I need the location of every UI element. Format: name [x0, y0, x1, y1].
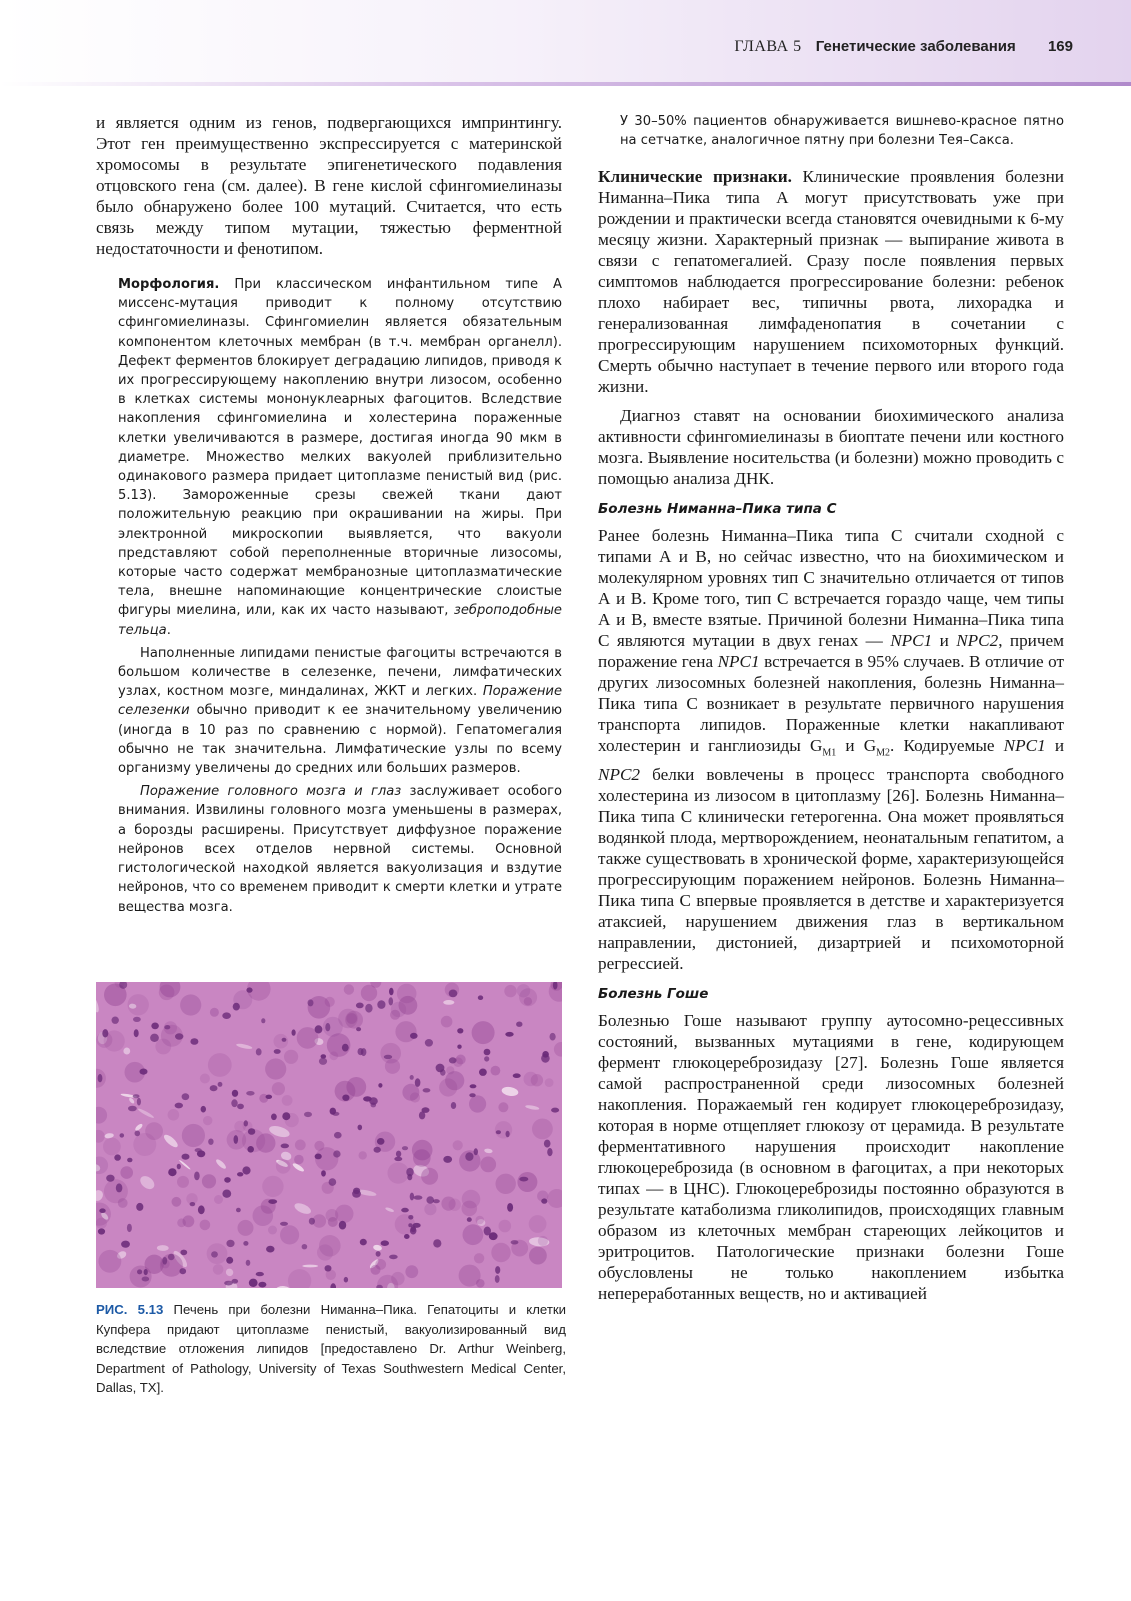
npc-paragraph: Ранее болезнь Ниманна–Пика типа С считали сходной с типами А и В, но сейчас известно, что на биохимическом и молекулярном уровнях тип С значительно отличается от типов А и В. Кроме того, тип С встречается гораздо чаще, чем типы А и В, вместе взятые. Причиной болезни Ниманна–Пика типа С являются мутации в двух генах — NPC1 и NPC2, причем поражение гена NPC1 встречается в 95% случаев. В отличие от других лизосомных болезней накопления, болезнь Ниманна–Пика типа С возникает в результате первичного нарушения транспорта липидов. Пораженные клетки накапливают холестерин и ганглиозиды $G_{M1}$ и $G_{M2}$. Кодируемые NPC1 и NPC2 белки вовлечены в процесс транспорта свободного холестерина из лизосом в цитоплазму [26]. Болезнь Ниманна–Пика типа С клинически гетерогенна. Она может проявляться водянкой плода, мертворождением, неонатальным гепатитом, а также существовать в хронической форме, характеризующейся прогрессирующим поражением нейронов. Болезнь Ниманна–Пика типа С впервые проявляется в детстве и характеризуется атаксией, нарушением движения глаз в вертикальном направлении, дистонией, дизартрией и психомоторной регрессией.	[598, 526, 1065, 973]
clinical-heading: Клинические признаки.	[598, 167, 792, 187]
gene-npc2: NPC2	[956, 631, 999, 651]
gaucher-heading: Болезнь Гоше	[598, 985, 709, 1002]
morphology-paragraph-4: У 30–50% пациентов обнаруживается вишнево-красное пятно на сетчатке, аналогичное пятну при болезни Тея–Сакса.	[620, 114, 1064, 149]
morphology-block	[96, 275, 562, 917]
histology-figure-image	[96, 982, 562, 1288]
figure-caption	[96, 1300, 566, 1398]
npc-heading: Болезнь Ниманна–Пика типа С	[598, 501, 837, 518]
figure-caption-text: Печень при болезни Ниманна–Пика. Гепатоциты и клетки Купфера придают цитоплазме пенистый, вакуолизированный вид вследствие отложения липидов [предоставлено Dr. Arthur Weinberg, Department of Pathology, University of Texas Southwestern Medical Center, Dallas, TX].	[96, 1302, 566, 1395]
gene-npc1: NPC1	[890, 631, 933, 651]
clinical-paragraph-2: Диагноз ставят на основании биохимического анализа активности сфингомиелиназы в биоптате печени или костного мозга. Выявление носительства (и болезни) можно проводить с помощью анализа ДНК.	[598, 406, 1064, 489]
figure-label: РИС. 5.13	[96, 1302, 164, 1317]
liver-tissue-micrograph	[96, 982, 562, 1288]
morphology-paragraph-3: Поражение головного мозга и глаз заслуживает особого внимания. Извилины головного мозга уменьшены в размерах, а борозды расширены. Присутствует диффузное поражение нейронов всех отделов нервной системы. Основной гистологической находкой является вакуолизация и вздутие нейронов, что со временем приводит к смерти клетки и утрате вещества мозга.	[118, 784, 562, 915]
gaucher-paragraph: Болезнью Гоше называют группу аутосомно-рецессивных состояний, вызванных мутациями в гене, кодирующем фермент глюкоцереброзидазу [27]. Болезнь Гоше является самой распространенной среди лизосомных болезней накопления. Поражаемый ген кодирует глюкоцереброзидазу, которая в норме отщепляет глюкозу от церамида. В результате ферментативного нарушения происходит накопление глюкоцереброзида (в основном в фагоцитах, а при некоторых типах — в ЦНС). Глюкоцереброзиды постоянно образуются в результате катаболизма гликолипидов, происходящих главным образом из клеточных мембран стареющих лейкоцитов и эритроцитов. Патологические признаки болезни Гоше обусловлены не только накоплением избытка непереработанных веществ, но и активацией	[598, 1010, 1064, 1303]
intro-paragraph: и является одним из генов, подвергающихся импринтингу. Этот ген преимущественно экспрессируется с материнской хромосомы в результате эпигенетического подавления отцовского гена (см. далее). В гене кислой сфингомиелиназы было обнаружено более 100 мутаций. Считается, что есть связь между типом мутации, тяжестью ферментной недостаточности и фенотипом.	[96, 113, 562, 258]
morphology-heading: Морфология.	[118, 277, 220, 292]
right-column	[598, 112, 1064, 1304]
section-title: Генетические заболевания	[815, 38, 1016, 55]
chapter-label: ГЛАВА 5	[734, 38, 802, 55]
running-header	[734, 38, 1073, 56]
header-divider	[0, 82, 1131, 86]
morphology-paragraph-2: Наполненные липидами пенистые фагоциты встречаются в большом количестве в селезенке, печени, лимфатических узлах, костном мозге, миндалинах, ЖКТ и легких. Поражение селезенки обычно приводит к ее значительному увеличению (иногда в 10 раз по сравнению с нормой). Гепатомегалия обычно не так значительна. Лимфатические узлы по всему организму увеличены до средних или больших размеров.	[118, 645, 562, 777]
left-column	[96, 112, 562, 917]
clinical-paragraph-1: Клинические признаки. Клинические проявления болезни Ниманна–Пика типа А могут присутствовать уже при рождении и практически всегда становятся очевидными к 6-му месяцу жизни. Характерный признак — выпирание живота в связи с гепатомегалией. Сразу после появления первых симптомов наблюдается прогрессирование болезни: ребенок плохо набирает вес, типичны рвота, лихорадка и генерализованная лимфаденопатия в сочетании с прогрессирующим нарушением психомоторных функций. Смерть обычно наступает в течение первого или второго года жизни.	[598, 167, 1064, 397]
zebra-bodies-term: зеброподобные тельца	[118, 603, 562, 638]
morphology-paragraph-1: Морфология. При классическом инфантильном типе А миссенс-мутация приводит к полному отсутствию сфингомиелиназы. Сфингомиелин является обязательным компонентом клеточных мембран (в т.ч. мембран органелл). Дефект ферментов блокирует деградацию липидов, приводя к их прогрессирующему накоплению внутри лизосом, особенно в клетках системы мононуклеарных фагоцитов. Вследствие накопления сфингомиелина и холестерина пораженные клетки увеличиваются в размере, достигая иногда 90 мкм в диаметре. Множество мелких вакуолей приблизительно одинакового размера придает цитоплазме пенистый вид (рис. 5.13). Замороженные срезы свежей ткани дают положительную реакцию при окрашивании на жиры. При электронной микроскопии выявляется, что вакуоли представляют собой переполненные вторичные лизосомы, которые часто содержат мембранозные цитоплазматические тела, внешне напоминающие концентрические слоистые фигуры миелина, или, как их часто называют, зеброподобные тельца.	[118, 277, 562, 638]
morphology-continuation	[598, 112, 1064, 150]
page-number: 169	[1047, 38, 1073, 55]
